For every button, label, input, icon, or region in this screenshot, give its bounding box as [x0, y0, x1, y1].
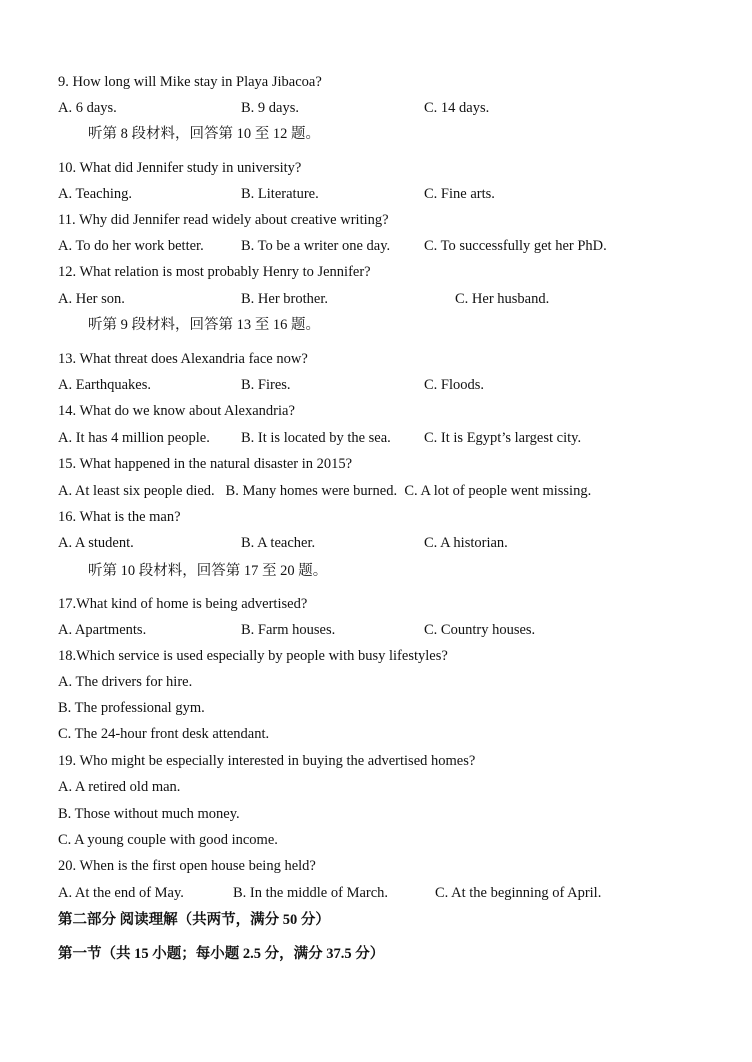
q16-option-b: B. A teacher. — [241, 535, 316, 551]
q14-option-c: C. It is Egypt’s largest city. — [424, 430, 582, 446]
q20-option-a: A. At the end of May. — [58, 885, 184, 901]
q11-option-b: B. To be a writer one day. — [241, 238, 391, 254]
q17-option-b: B. Farm houses. — [241, 622, 336, 638]
part-2-heading: 第二部分 阅读理解（共两节，满分 50 分） — [58, 912, 330, 928]
q17-option-a: A. Apartments. — [58, 622, 147, 638]
q9-option-c: C. 14 days. — [424, 100, 490, 116]
q13-option-c: C. Floods. — [424, 377, 485, 393]
q19-option-b: B. Those without much money. — [58, 806, 240, 822]
q12-option-b: B. Her brother. — [241, 291, 328, 307]
q12-option-a: A. Her son. — [58, 291, 125, 307]
section-8-instruction: 听第 8 段材料，回答第 10 至 12 题。 — [88, 126, 320, 142]
q10-option-b: B. Literature. — [241, 186, 319, 202]
q10-option-c: C. Fine arts. — [424, 186, 495, 202]
question-17: 17.What kind of home is being advertised? — [58, 596, 308, 612]
q13-option-a: A. Earthquakes. — [58, 377, 152, 393]
section-10-instruction: 听第 10 段材料，回答第 17 至 20 题。 — [88, 563, 328, 579]
question-13: 13. What threat does Alexandria face now? — [58, 351, 308, 367]
part-2-section-1-heading: 第一节（共 15 小题；每小题 2.5 分，满分 37.5 分） — [58, 946, 385, 962]
q18-option-a: A. The drivers for hire. — [58, 674, 193, 690]
question-18: 18.Which service is used especially by people with busy lifestyles? — [58, 648, 448, 664]
q11-option-c: C. To successfully get her PhD. — [424, 238, 607, 254]
q15-options: A. At least six people died. B. Many homes were burned. C. A lot of people went missing. — [58, 483, 592, 499]
q20-option-c: C. At the beginning of April. — [435, 885, 602, 901]
q19-option-a: A. A retired old man. — [58, 779, 181, 795]
q10-option-a: A. Teaching. — [58, 186, 133, 202]
q20-option-b: B. In the middle of March. — [233, 885, 389, 901]
question-11: 11. Why did Jennifer read widely about creative writing? — [58, 212, 389, 228]
q19-option-c: C. A young couple with good income. — [58, 832, 278, 848]
q18-option-c: C. The 24-hour front desk attendant. — [58, 726, 270, 742]
q13-option-b: B. Fires. — [241, 377, 291, 393]
q16-option-c: C. A historian. — [424, 535, 508, 551]
q9-option-b: B. 9 days. — [241, 100, 299, 116]
q14-option-b: B. It is located by the sea. — [241, 430, 391, 446]
question-20: 20. When is the first open house being held? — [58, 858, 316, 874]
q17-option-c: C. Country houses. — [424, 622, 536, 638]
q11-option-a: A. To do her work better. — [58, 238, 204, 254]
q12-option-c: C. Her husband. — [455, 291, 550, 307]
q16-option-a: A. A student. — [58, 535, 134, 551]
question-19: 19. Who might be especially interested in buying the advertised homes? — [58, 753, 476, 769]
question-9: 9. How long will Mike stay in Playa Jibacoa? — [58, 74, 322, 90]
question-16: 16. What is the man? — [58, 509, 181, 525]
question-12: 12. What relation is most probably Henry to Jennifer? — [58, 264, 371, 280]
question-14: 14. What do we know about Alexandria? — [58, 403, 295, 419]
question-15: 15. What happened in the natural disaster in 2015? — [58, 456, 353, 472]
q14-option-a: A. It has 4 million people. — [58, 430, 210, 446]
q9-option-a: A. 6 days. — [58, 100, 117, 116]
q18-option-b: B. The professional gym. — [58, 700, 205, 716]
section-9-instruction: 听第 9 段材料，回答第 13 至 16 题。 — [88, 317, 320, 333]
question-10: 10. What did Jennifer study in university? — [58, 160, 302, 176]
